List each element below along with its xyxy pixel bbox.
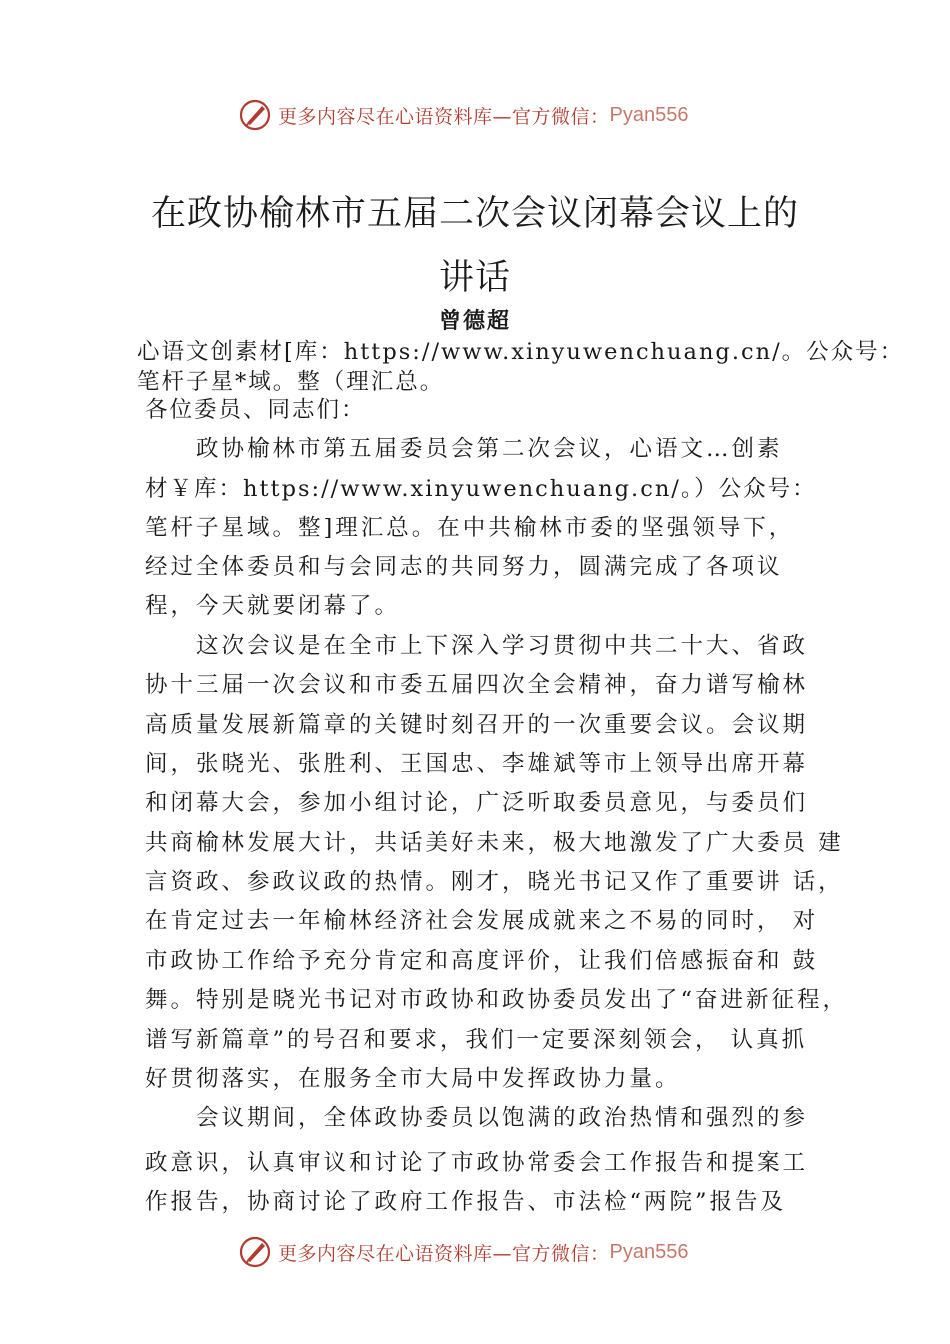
wechat-id: Pyan556: [609, 1240, 689, 1263]
body-line: 会议期间，全体政协委员以饱满的政治热情和强烈的参: [196, 1105, 809, 1131]
body-line: 在肯定过去一年榆林经济社会发展成就来之不易的同时， 对: [145, 908, 819, 934]
body-line: 这次会议是在全市上下深入学习贯彻中共二十大、省政: [196, 633, 809, 659]
body-line: 高质量发展新篇章的关键时刻召开的一次重要会议。会议期: [145, 712, 809, 738]
body-line: 政意识，认真审议和讨论了市政协常委会工作报告和提案工: [145, 1150, 809, 1176]
document-title-line2: 讲话: [438, 258, 511, 298]
body-line: 政协榆林市第五届委员会第二次会议，心语文…创素: [196, 436, 783, 462]
body-line: 谱写新篇章”的号召和要求，我们一定要深刻领会， 认真抓: [145, 1027, 808, 1053]
body-line: 协十三届一次会议和市委五届四次全会精神，奋力谱写榆林: [145, 672, 809, 698]
body-line: 作报告，协商讨论了政府工作报告、市法检“两院”报告及: [145, 1189, 787, 1215]
body-line: 心语文创素材[库：https://www.xinyuwenchuang.cn/。公众号：: [137, 339, 905, 365]
body-line: 间，张晓光、张胜利、王国忠、李雄斌等市上领导出席开幕: [145, 751, 809, 777]
body-line: 材￥库：https://www.xinyuwenchuang.cn/。）公众号：: [145, 476, 817, 502]
body-line: 舞。特别是晓光书记对市政协和政协委员发出了“奋进新征程，: [145, 987, 849, 1013]
body-line: 程，今天就要闭幕了。: [145, 593, 401, 619]
body-line: 言资政、参政议政的热情。刚才，晓光书记又作了重要讲 话，: [145, 869, 844, 895]
body-line: 经过全体委员和与会同志的共同努力，圆满完成了各项议: [145, 554, 783, 580]
document-title-line1: 在政协榆林市五届二次会议闭幕会议上的: [150, 194, 799, 234]
body-line: 共商榆林发展大计，共话美好未来，极大地激发了广大委员 建: [145, 830, 844, 856]
body-line: 笔杆子星域。整]理汇总。在中共榆林市委的坚强领导下，: [145, 515, 795, 541]
wechat-id: Pyan556: [609, 103, 689, 126]
salutation: 各位委员、同志们：: [145, 397, 366, 423]
body-line: 市政协工作给予充分肯定和高度评价，让我们倍感振奋和 鼓: [145, 948, 819, 974]
pen-logo-icon: [238, 1235, 272, 1269]
body-line: 笔杆子星*域。整（理汇总。: [137, 369, 445, 395]
watermark-banner-top: [0, 95, 950, 135]
watermark-text: 更多内容尽在心语资料库—官方微信：: [278, 105, 610, 128]
watermark-text: 更多内容尽在心语资料库—官方微信：: [278, 1242, 610, 1265]
author-name: 曾德超: [438, 308, 511, 334]
body-line: 好贯彻落实，在服务全市大局中发挥政协力量。: [145, 1066, 681, 1092]
body-line: 和闭幕大会，参加小组讨论，广泛听取委员意见，与委员们: [145, 790, 809, 816]
pen-logo-icon: [238, 98, 272, 132]
watermark-banner-bottom: [0, 1232, 950, 1272]
